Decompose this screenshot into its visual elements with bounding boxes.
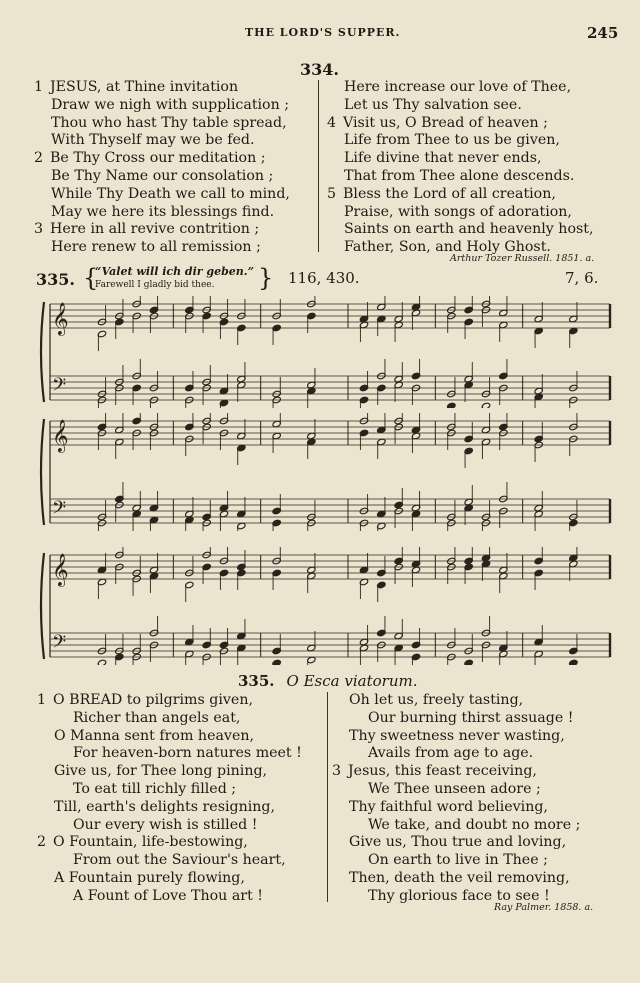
tune-meter: 7, 6. xyxy=(565,269,599,287)
bass-clef-icon: 𝄢 xyxy=(52,375,67,400)
bass-clef-icon: 𝄢 xyxy=(52,498,67,523)
hymn-334-number: 334. xyxy=(300,60,339,79)
verse-text: We Thee unseen adore ; xyxy=(368,780,541,797)
verse-line xyxy=(332,692,580,710)
verse-line xyxy=(34,150,290,168)
column-divider-335 xyxy=(327,692,328,902)
page-header xyxy=(0,24,640,44)
tune-german-title: “Valet will ich dir geben.” xyxy=(95,265,254,278)
verse-line xyxy=(327,168,593,186)
verse-text: JESUS, at Thine invitation xyxy=(50,79,239,95)
verse-line xyxy=(332,710,580,728)
verse-line xyxy=(34,97,290,115)
verse-line xyxy=(327,150,593,168)
verse-line xyxy=(37,781,302,799)
column-divider-334 xyxy=(318,80,319,252)
verse-line xyxy=(332,728,580,746)
verse-number: 1 xyxy=(34,79,44,95)
verse-number: 2 xyxy=(34,150,44,167)
hymn-335-number: 335. xyxy=(238,672,275,690)
verse-text: To eat till richly filled ; xyxy=(73,780,237,797)
music-system-2 xyxy=(36,413,614,531)
verse-text: Here increase our love of Thee, xyxy=(344,79,572,95)
verse-text: O BREAD to pilgrims given, xyxy=(53,692,253,708)
verse-text: On earth to live in Thee ; xyxy=(368,852,548,869)
verse-text: Give us, Thou true and loving, xyxy=(349,834,567,851)
hymn-335-heading xyxy=(238,672,417,690)
tune-brace-left: { xyxy=(83,264,99,292)
verse-line xyxy=(332,834,580,852)
verse-text: Richer than angels eat, xyxy=(73,709,241,726)
verse-number: 2 xyxy=(37,834,47,851)
verse-line xyxy=(37,710,302,728)
verse-text: Visit us, O Bread of heaven ; xyxy=(343,114,548,131)
verse-text: Our burning thirst assuage ! xyxy=(368,709,574,726)
verse-line xyxy=(327,115,593,133)
verse-number: 4 xyxy=(327,114,337,131)
verse-line xyxy=(34,168,290,186)
tune-335-header xyxy=(0,262,640,294)
hymn-334-left-column xyxy=(34,79,290,257)
system-brace xyxy=(41,553,44,659)
bass-clef-icon: 𝄢 xyxy=(52,632,67,657)
verse-line xyxy=(37,834,302,852)
tune-335-number: 335. xyxy=(36,270,75,289)
verse-text: That from Thee alone descends. xyxy=(344,167,575,184)
verse-line xyxy=(327,97,593,115)
verse-line xyxy=(327,204,593,222)
verse-line xyxy=(37,745,302,763)
verse-line xyxy=(34,186,290,204)
verse-text: We take, and doubt no more ; xyxy=(368,816,581,833)
verse-line xyxy=(34,204,290,222)
verse-line xyxy=(34,115,290,133)
verse-number: 1 xyxy=(37,692,47,708)
verse-line xyxy=(332,852,580,870)
verse-line xyxy=(37,888,302,906)
verse-line xyxy=(332,799,580,817)
system-brace xyxy=(41,302,44,402)
verse-text: Thy glorious face to see ! xyxy=(368,887,550,904)
verse-text: Till, earth's delights resigning, xyxy=(54,798,276,815)
verse-text: While Thy Death we call to mind, xyxy=(51,185,290,202)
verse-line xyxy=(34,239,290,257)
verse-line xyxy=(34,79,290,97)
hymn-335-attribution: Ray Palmer. 1858. a. xyxy=(494,902,594,913)
verse-text: Father, Son, and Holy Ghost. xyxy=(344,239,551,256)
verse-text: Jesus, this feast receiving, xyxy=(348,763,537,780)
verse-text: Thy sweetness never wasting, xyxy=(349,727,565,744)
verse-line xyxy=(327,132,593,150)
tune-english-title: Farewell I gladly bid thee. xyxy=(95,280,215,290)
verse-text: Avails from age to age. xyxy=(368,745,534,762)
verse-line xyxy=(327,221,593,239)
verse-text: O Manna sent from heaven, xyxy=(54,727,254,744)
verse-line xyxy=(34,221,290,239)
verse-line xyxy=(37,799,302,817)
verse-line xyxy=(37,692,302,710)
verse-line xyxy=(332,745,580,763)
verse-text: A Fount of Love Thou art ! xyxy=(73,887,263,904)
verse-text: Life from Thee to us be given, xyxy=(344,132,560,149)
verse-text: Praise, with songs of adoration, xyxy=(344,203,572,220)
hymn-334-attribution: Arthur Tozer Russell. 1851. a. xyxy=(450,253,595,264)
verse-text: Be Thy Cross our meditation ; xyxy=(50,150,266,167)
verse-text: Life divine that never ends, xyxy=(344,150,542,167)
music-system-1 xyxy=(36,296,614,408)
verse-number: 3 xyxy=(34,221,44,238)
music-system-3 xyxy=(36,547,614,665)
verse-text: Here renew to all remission ; xyxy=(51,239,261,256)
verse-text: Let us Thy salvation see. xyxy=(344,96,522,113)
verse-text: Draw we nigh with supplication ; xyxy=(51,96,290,113)
verse-line xyxy=(332,781,580,799)
verse-line xyxy=(37,870,302,888)
running-title: THE LORD'S SUPPER. xyxy=(245,26,401,39)
hymn-334-right-column xyxy=(327,79,593,257)
verse-text: Oh let us, freely tasting, xyxy=(349,692,524,708)
verse-text: Our every wish is stilled ! xyxy=(73,816,258,833)
verse-text: A Fountain purely flowing, xyxy=(54,869,245,886)
treble-clef-icon: 𝄞 xyxy=(52,419,69,452)
verse-line xyxy=(332,817,580,835)
verse-text: With Thyself may we be fed. xyxy=(51,132,255,149)
verse-text: Saints on earth and heavenly host, xyxy=(344,221,594,238)
verse-line xyxy=(327,186,593,204)
treble-clef-icon: 𝄞 xyxy=(52,553,69,586)
verse-line xyxy=(34,132,290,150)
verse-line xyxy=(327,79,593,97)
hymn-335-latin-title: O Esca viatorum. xyxy=(286,672,418,690)
verse-text: May we here its blessings find. xyxy=(51,203,275,220)
verse-line xyxy=(37,763,302,781)
system-brace xyxy=(41,419,44,525)
verse-line xyxy=(332,870,580,888)
verse-text: O Fountain, life-bestowing, xyxy=(53,834,248,851)
treble-clef-icon: 𝄞 xyxy=(52,302,69,335)
verse-text: From out the Saviour's heart, xyxy=(73,852,286,869)
verse-number: 5 xyxy=(327,185,337,202)
verse-line xyxy=(37,817,302,835)
page-number: 245 xyxy=(587,24,619,42)
tune-brace-right: } xyxy=(258,264,274,292)
verse-text: Thy faithful word believing, xyxy=(349,798,548,815)
verse-text: For heaven-born natures meet ! xyxy=(73,745,302,762)
verse-text: Then, death the veil removing, xyxy=(349,869,570,886)
verse-line xyxy=(37,852,302,870)
verse-text: Here in all revive contrition ; xyxy=(50,221,260,238)
tune-numbers: 116, 430. xyxy=(288,269,360,287)
hymn-335-left-column xyxy=(37,692,302,906)
verse-text: Thou who hast Thy table spread, xyxy=(51,114,287,131)
verse-line xyxy=(332,763,580,781)
verse-text: Give us, for Thee long pining, xyxy=(54,763,268,780)
verse-number: 3 xyxy=(332,763,342,780)
verse-line xyxy=(37,728,302,746)
verse-text: Be Thy Name our consolation ; xyxy=(51,167,274,184)
verse-text: Bless the Lord of all creation, xyxy=(343,185,556,202)
hymn-335-right-column xyxy=(332,692,580,906)
